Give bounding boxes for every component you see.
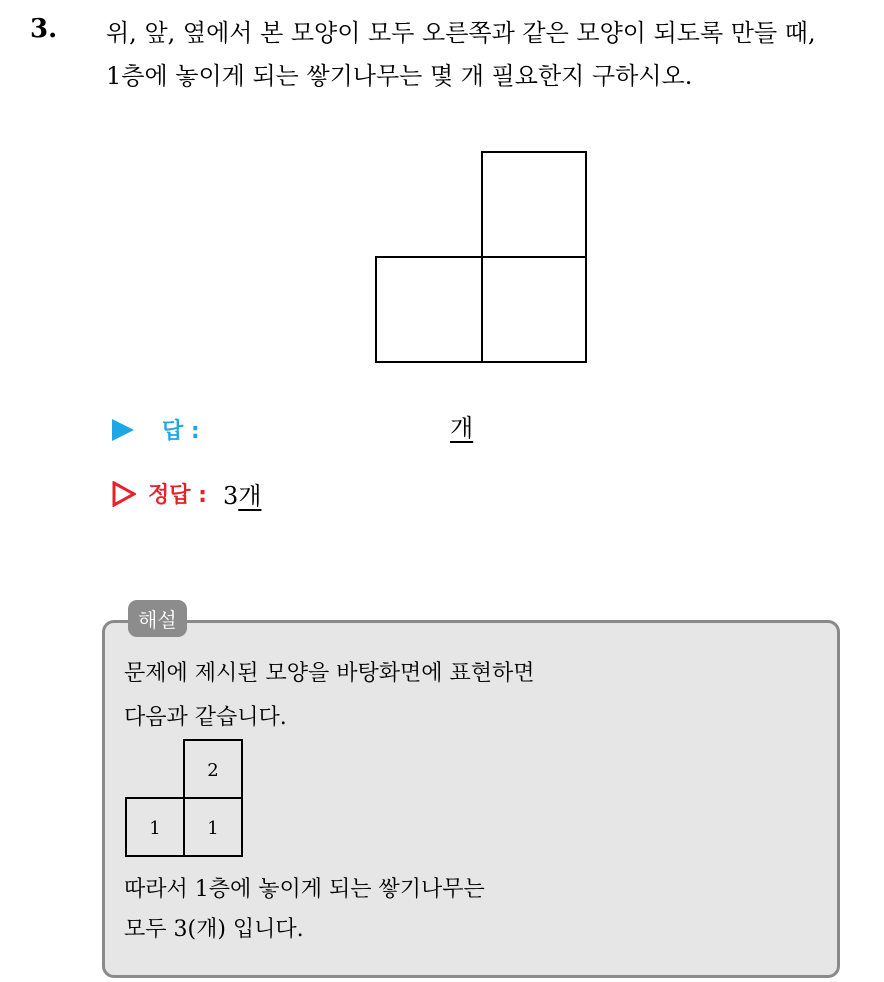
correct-answer-row [112, 476, 261, 511]
question-line-2: 1층에 놓이게 되는 쌓기나무는 몇 개 필요한지 구하시오. [106, 62, 693, 90]
shape-square-top [482, 152, 586, 257]
shape-square-bottom-left [376, 257, 482, 362]
explanation-line-4: 모두 3(개) 입니다. [124, 917, 304, 942]
grid-count-bottom-right: 1 [207, 818, 219, 839]
explanation-tag: 해설 [128, 600, 187, 637]
correct-value-unit: 개 [238, 482, 262, 510]
explanation-line-1: 문제에 제시된 모양을 바탕화면에 표현하면 [124, 661, 535, 686]
question-number: 3. [30, 14, 58, 44]
explanation-line-2: 다음과 같습니다. [124, 705, 287, 730]
answer-label: 답 : [162, 419, 200, 444]
explanation-line-3: 따라서 1층에 놓이게 되는 쌓기나무는 [124, 877, 485, 902]
correct-value-number: 3 [222, 482, 239, 510]
answer-row [112, 414, 200, 445]
shape-square-bottom-right [482, 257, 586, 362]
grid-count-top: 2 [207, 760, 219, 781]
layer-count-grid [124, 738, 246, 860]
answer-unit: 개 [450, 414, 474, 442]
answer-marker-icon [112, 419, 134, 441]
grid-count-bottom-left: 1 [149, 818, 161, 839]
correct-marker-icon [112, 481, 136, 507]
block-shape-figure [370, 146, 594, 370]
correct-label: 정답 : [148, 483, 207, 508]
correct-answer-value [223, 476, 261, 511]
question-line-1: 위, 앞, 옆에서 본 모양이 모두 오른쪽과 같은 모양이 되도록 만들 때, [106, 19, 816, 47]
question-text [106, 12, 876, 98]
